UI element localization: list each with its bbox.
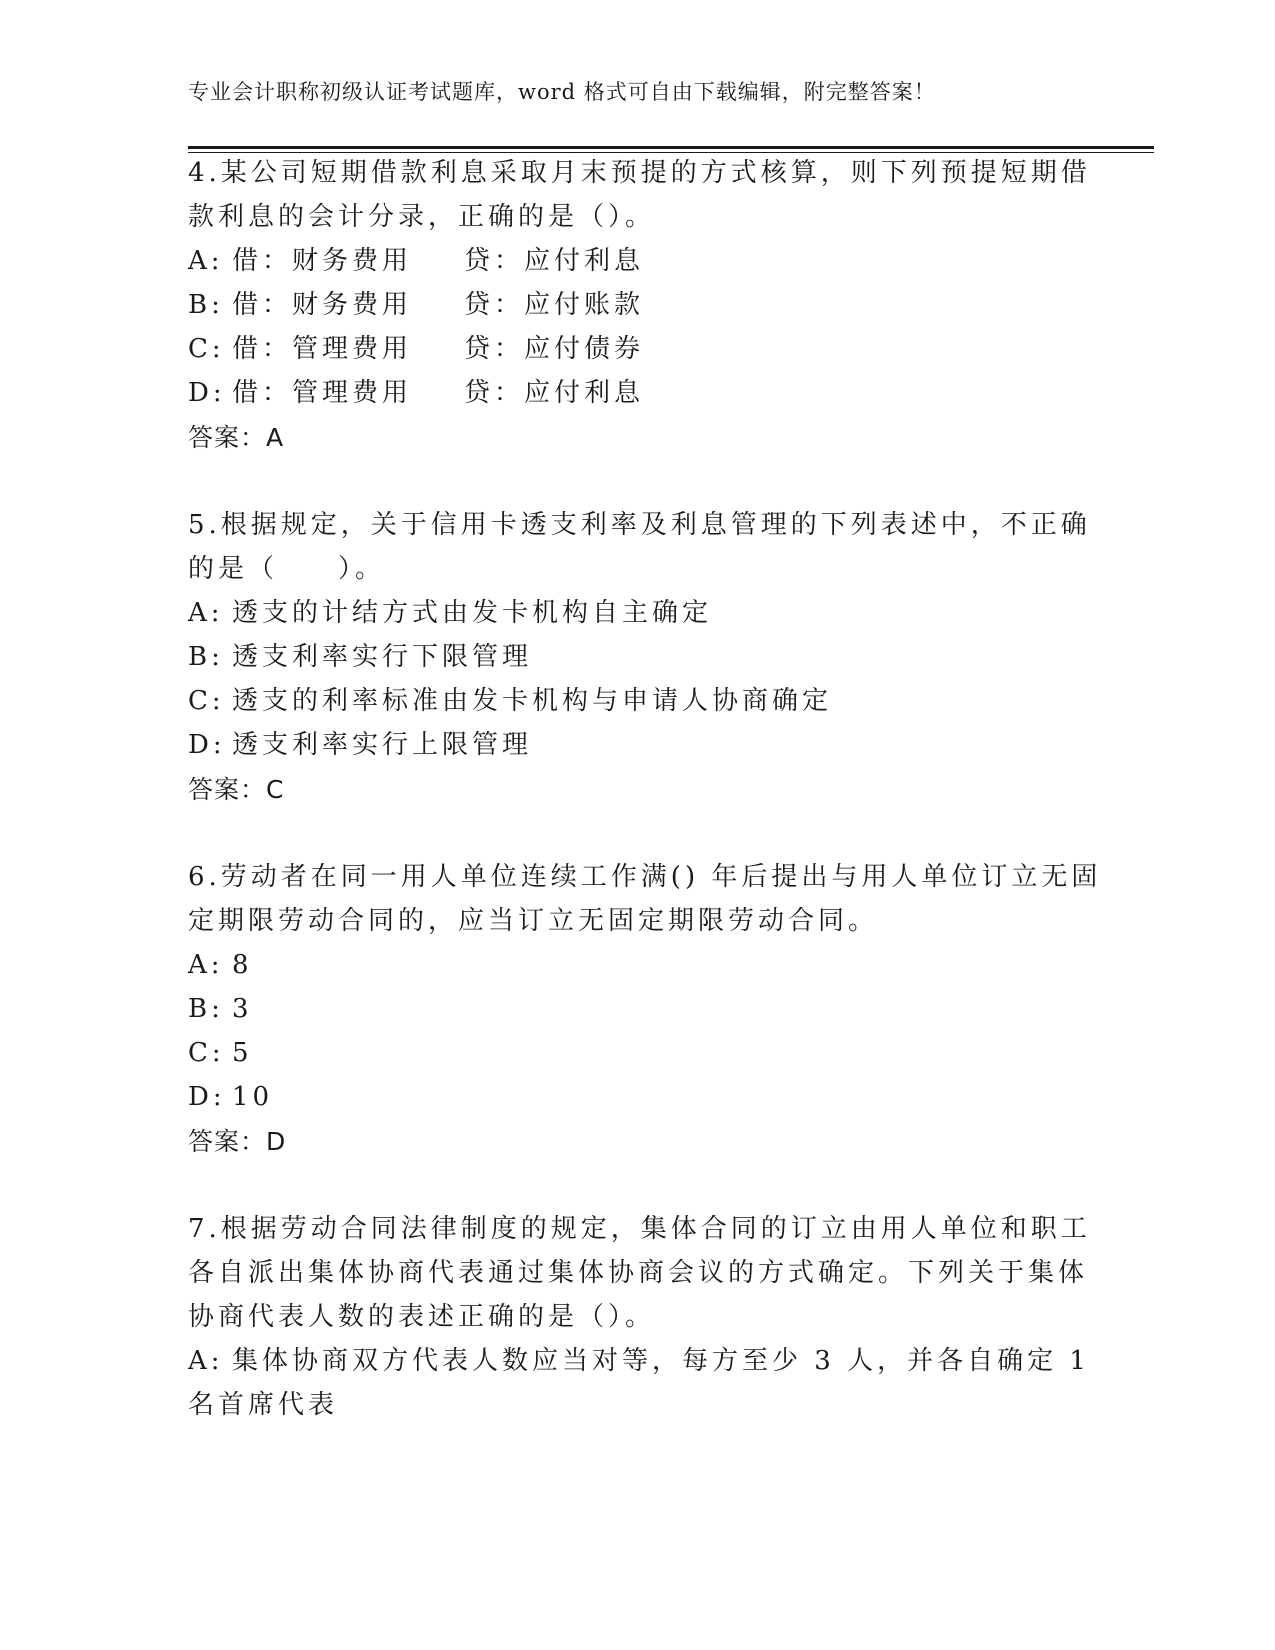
- option-label: D:: [188, 730, 226, 760]
- question-7-stem-line-3: 协商代表人数的表述正确的是（）。: [188, 1302, 656, 1332]
- option-credit: 贷：应付利息: [464, 378, 645, 408]
- question-4-option-d: [188, 378, 644, 408]
- option-label: A:: [188, 598, 224, 628]
- option-label: D:: [188, 1082, 226, 1112]
- question-4-stem-line-1: 4.某公司短期借款利息采取月末预提的方式核算，则下列预提短期借: [188, 158, 1091, 188]
- question-5-stem-line-2: 的是（ ）。: [188, 554, 386, 584]
- option-text: 透支的计结方式由发卡机构自主确定: [232, 598, 713, 628]
- question-4-option-a: [188, 246, 644, 276]
- question-5-option-a: [188, 598, 712, 628]
- option-label: C:: [188, 1038, 225, 1068]
- question-6-option-a: [188, 950, 253, 980]
- header-rule-thick: [188, 146, 1154, 149]
- option-debit: 借：管理费用: [232, 378, 413, 408]
- option-text: 3: [232, 994, 253, 1024]
- question-6-stem-line-2: 定期限劳动合同的，应当订立无固定期限劳动合同。: [188, 906, 879, 936]
- question-7-stem-line-1: 7.根据劳动合同法律制度的规定，集体合同的订立由用人单位和职工: [188, 1214, 1091, 1244]
- option-label: B:: [188, 642, 224, 672]
- option-label: C:: [188, 686, 225, 716]
- question-5-option-d: [188, 730, 532, 760]
- question-5-option-c: [188, 686, 832, 716]
- question-5-stem-line-1: 5.根据规定，关于信用卡透支利率及利息管理的下列表述中，不正确: [188, 510, 1091, 540]
- question-4-stem-line-2: 款利息的会计分录，正确的是（）。: [188, 202, 656, 232]
- question-4-option-c: [188, 334, 644, 364]
- question-6-stem-line-1: 6.劳动者在同一用人单位连续工作满() 年后提出与用人单位订立无固: [188, 862, 1102, 892]
- option-text: 10: [232, 1082, 274, 1112]
- question-4-answer: 答案：A: [188, 423, 285, 452]
- question-6-option-c: [188, 1038, 253, 1068]
- option-credit: 贷：应付债券: [464, 334, 645, 364]
- option-label: A:: [188, 950, 224, 980]
- option-credit: 贷：应付利息: [464, 246, 645, 276]
- option-label: A:: [188, 1346, 224, 1376]
- option-text: 透支利率实行下限管理: [232, 642, 533, 672]
- question-4-option-b: [188, 290, 644, 320]
- header-rule-thin: [188, 152, 1154, 153]
- option-credit: 贷：应付账款: [464, 290, 645, 320]
- option-text: 透支的利率标准由发卡机构与申请人协商确定: [232, 686, 833, 716]
- option-text: 8: [232, 950, 253, 980]
- question-5-option-b: [188, 642, 532, 672]
- question-7-option-a-continued: 名首席代表: [188, 1390, 339, 1420]
- option-debit: 借：财务费用: [232, 290, 413, 320]
- page-header: 专业会计职称初级认证考试题库，word 格式可自由下载编辑，附完整答案！: [188, 80, 936, 104]
- question-7-stem-line-2: 各自派出集体协商代表通过集体协商会议的方式确定。下列关于集体: [188, 1258, 1089, 1288]
- question-5-answer: 答案：C: [188, 775, 285, 804]
- question-6-option-d: [188, 1082, 273, 1112]
- option-text: 透支利率实行上限管理: [232, 730, 533, 760]
- option-debit: 借：财务费用: [232, 246, 413, 276]
- option-debit: 借：管理费用: [232, 334, 413, 364]
- option-text: 5: [232, 1038, 253, 1068]
- question-6-option-b: [188, 994, 253, 1024]
- option-label: A:: [188, 246, 224, 276]
- option-label: B:: [188, 994, 224, 1024]
- option-label: B:: [188, 290, 224, 320]
- option-label: C:: [188, 334, 225, 364]
- question-7-option-a: [188, 1346, 1090, 1376]
- option-text: 集体协商双方代表人数应当对等，每方至少 3 人，并各自确定 1: [232, 1346, 1090, 1376]
- question-6-answer: 答案：D: [188, 1127, 287, 1156]
- option-label: D:: [188, 378, 226, 408]
